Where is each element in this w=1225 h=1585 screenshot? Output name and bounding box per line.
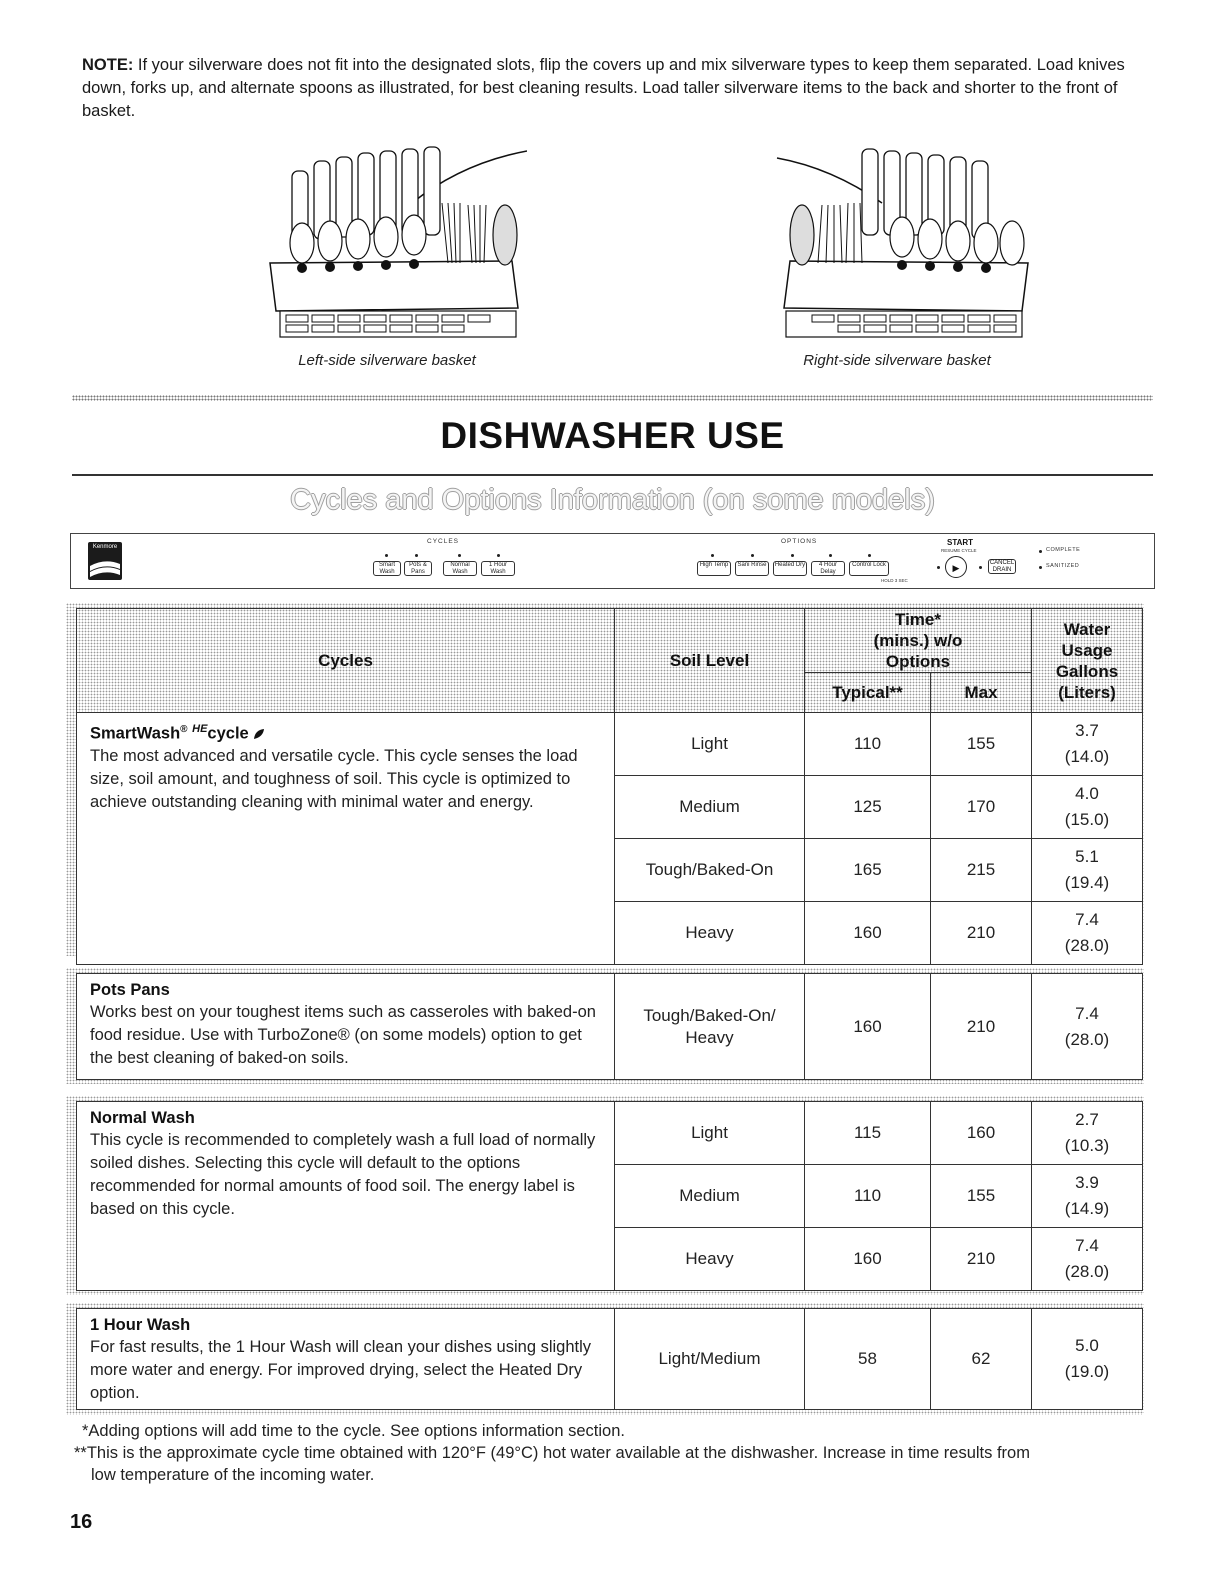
hold-3-sec-label: HOLD 3 SEC <box>881 578 908 583</box>
soil-cell: Medium <box>615 776 805 839</box>
kenmore-logo-swoosh-icon <box>88 542 122 580</box>
cycle-desc-smartwash <box>77 713 615 965</box>
panel-button-high-temp: High Temp <box>697 561 731 576</box>
water-cell: 2.7 (10.3) <box>1032 1102 1143 1165</box>
option-indicator-dot <box>751 554 754 557</box>
header-water-usage: Water Usage Gallons (Liters) <box>1032 609 1143 713</box>
control-panel-illustration <box>70 533 1155 589</box>
note-paragraph <box>82 54 1142 123</box>
cycle-name-1-hour-wash: 1 Hour Wash <box>90 1316 191 1334</box>
header-cycles: Cycles <box>77 609 615 713</box>
soil-cell: Light/Medium <box>615 1309 805 1410</box>
cycle-table-pots-pans <box>76 973 1143 1080</box>
water-cell: 7.4 (28.0) <box>1032 974 1143 1080</box>
max-cell: 210 <box>931 1228 1032 1291</box>
right-basket-caption: Right-side silverware basket <box>803 352 991 369</box>
water-cell: 7.4 (28.0) <box>1032 1228 1143 1291</box>
typical-cell: 115 <box>805 1102 931 1165</box>
max-cell: 62 <box>931 1309 1032 1410</box>
panel-button-normal-wash: Normal Wash <box>443 561 477 576</box>
panel-button-sani-rinse: Sani Rinse <box>735 561 769 576</box>
sanitized-indicator-dot <box>1039 566 1042 569</box>
footnote-2b: low temperature of the incoming water. <box>91 1466 375 1484</box>
cycle-desc-pots-pans <box>77 974 615 1080</box>
note-text: If your silverware does not fit into the designated slots, flip the covers up and mix silverware types to keep them separated. Load knives down, forks up, and alternate spoons as illustrated, for best cleaning results. Load taller silverware items to the back and shorter to the front of basket. <box>82 56 1125 120</box>
sanitized-indicator-label: SANITIZED <box>1046 563 1080 569</box>
dotted-rule-top <box>72 395 1153 401</box>
cycle-indicator-dot <box>497 554 500 557</box>
typical-cell: 160 <box>805 974 931 1080</box>
start-button-icon: ▶ <box>945 556 967 578</box>
max-cell: 210 <box>931 902 1032 965</box>
footnote-2a: **This is the approximate cycle time obtained with 120°F (49°C) hot water available at the dishwasher. Increase in time results from <box>74 1444 1030 1462</box>
page-title: DISHWASHER USE <box>440 415 785 456</box>
panel-button-smart-wash: Smart Wash <box>373 561 401 576</box>
soil-cell: Light <box>615 713 805 776</box>
complete-indicator-label: COMPLETE <box>1046 547 1081 553</box>
cycle-text-smartwash: The most advanced and versatile cycle. This cycle senses the load size, soil amount, and toughness of soil. This cycle is optimized to achieve outstanding cleaning with minimal water and energy. <box>90 746 578 811</box>
soil-cell: Light <box>615 1102 805 1165</box>
soil-cell: Medium <box>615 1165 805 1228</box>
typical-cell: 110 <box>805 1165 931 1228</box>
water-cell: 3.9 (14.9) <box>1032 1165 1143 1228</box>
start-indicator-dot <box>937 566 940 569</box>
cycle-table-normal-wash <box>76 1101 1143 1291</box>
soil-cell: Heavy <box>615 1228 805 1291</box>
cycle-indicator-dot <box>385 554 388 557</box>
soil-cell: Tough/Baked-On/ Heavy <box>615 974 805 1080</box>
complete-indicator-dot <box>1039 550 1042 553</box>
cycle-name-smartwash: SmartWash® $^{HE}$cycle <box>90 718 602 745</box>
note-label: NOTE: <box>82 56 134 74</box>
water-cell: 5.0 (19.0) <box>1032 1309 1143 1410</box>
cycles-label: CYCLES <box>427 538 460 545</box>
start-label: START <box>947 538 974 547</box>
soil-cell: Tough/Baked-On <box>615 839 805 902</box>
left-silverware-basket-illustration <box>262 143 527 343</box>
cycle-indicator-dot <box>415 554 418 557</box>
options-label: OPTIONS <box>781 538 818 545</box>
footnote-1: *Adding options will add time to the cycle. See options information section. <box>82 1422 625 1440</box>
max-cell: 160 <box>931 1102 1032 1165</box>
header-max: Max <box>931 673 1032 713</box>
cancel-indicator-dot <box>979 566 982 569</box>
max-cell: 170 <box>931 776 1032 839</box>
option-indicator-dot <box>868 554 871 557</box>
water-cell: 7.4 (28.0) <box>1032 902 1143 965</box>
typical-cell: 160 <box>805 1228 931 1291</box>
panel-button-control-lock: Control Lock <box>849 561 889 576</box>
water-cell: 3.7 (14.0) <box>1032 713 1143 776</box>
cycle-desc-1-hour-wash <box>77 1309 615 1410</box>
typical-cell: 125 <box>805 776 931 839</box>
option-indicator-dot <box>791 554 794 557</box>
cycle-indicator-dot <box>458 554 461 557</box>
right-silverware-basket-illustration <box>772 143 1042 343</box>
panel-button-cancel-drain: CANCEL DRAIN <box>989 560 1015 573</box>
typical-cell: 160 <box>805 902 931 965</box>
cycle-table-1-hour-wash <box>76 1308 1143 1410</box>
cycle-text-pots-pans: Works best on your toughest items such as casseroles with baked-on food residue. Use with TurboZone® (on some models) option to get the best cleaning of baked-on soils. <box>90 1003 596 1067</box>
header-typical: Typical** <box>805 673 931 713</box>
max-cell: 155 <box>931 1165 1032 1228</box>
max-cell: 215 <box>931 839 1032 902</box>
panel-button-heated-dry: Heated Dry <box>773 561 807 576</box>
water-cell: 5.1 (19.4) <box>1032 839 1143 902</box>
cycle-table-smartwash <box>76 608 1143 965</box>
resume-cycle-label: RESUME CYCLE <box>941 548 977 553</box>
left-basket-caption: Left-side silverware basket <box>298 352 476 369</box>
max-cell: 210 <box>931 974 1032 1080</box>
title-underline <box>72 474 1153 476</box>
typical-cell: 165 <box>805 839 931 902</box>
max-cell: 155 <box>931 713 1032 776</box>
kenmore-logo-text: Kenmore <box>92 544 118 550</box>
header-soil-level: Soil Level <box>615 609 805 713</box>
cycle-text-1-hour-wash: For fast results, the 1 Hour Wash will clean your dishes using slightly more water and energy. For improved drying, select the Heated Dry option. <box>90 1338 592 1402</box>
option-indicator-dot <box>829 554 832 557</box>
cycle-name-normal-wash: Normal Wash <box>90 1109 195 1127</box>
header-time: Time* (mins.) w/o Options <box>805 609 1032 673</box>
cycle-desc-normal-wash <box>77 1102 615 1291</box>
water-cell: 4.0 (15.0) <box>1032 776 1143 839</box>
soil-cell: Heavy <box>615 902 805 965</box>
typical-cell: 58 <box>805 1309 931 1410</box>
panel-button-1-hour-wash: 1 Hour Wash <box>481 561 515 576</box>
typical-cell: 110 <box>805 713 931 776</box>
page-number: 16 <box>70 1511 93 1533</box>
panel-button-4-hour-delay: 4 Hour Delay <box>811 561 845 576</box>
leaf-icon <box>253 728 265 740</box>
section-subtitle: Cycles and Options Information (on some models) <box>290 484 935 516</box>
cycle-name-pots-pans: Pots Pans <box>90 981 170 999</box>
cycle-text-normal-wash: This cycle is recommended to completely wash a full load of normally soiled dishes. Selecting this cycle will default to the options recommended for normal amounts of food soil. The energy label is based on this cycle. <box>90 1131 596 1218</box>
panel-button-pots-pans: Pots & Pans <box>404 561 432 576</box>
kenmore-logo <box>88 542 122 580</box>
option-indicator-dot <box>711 554 714 557</box>
